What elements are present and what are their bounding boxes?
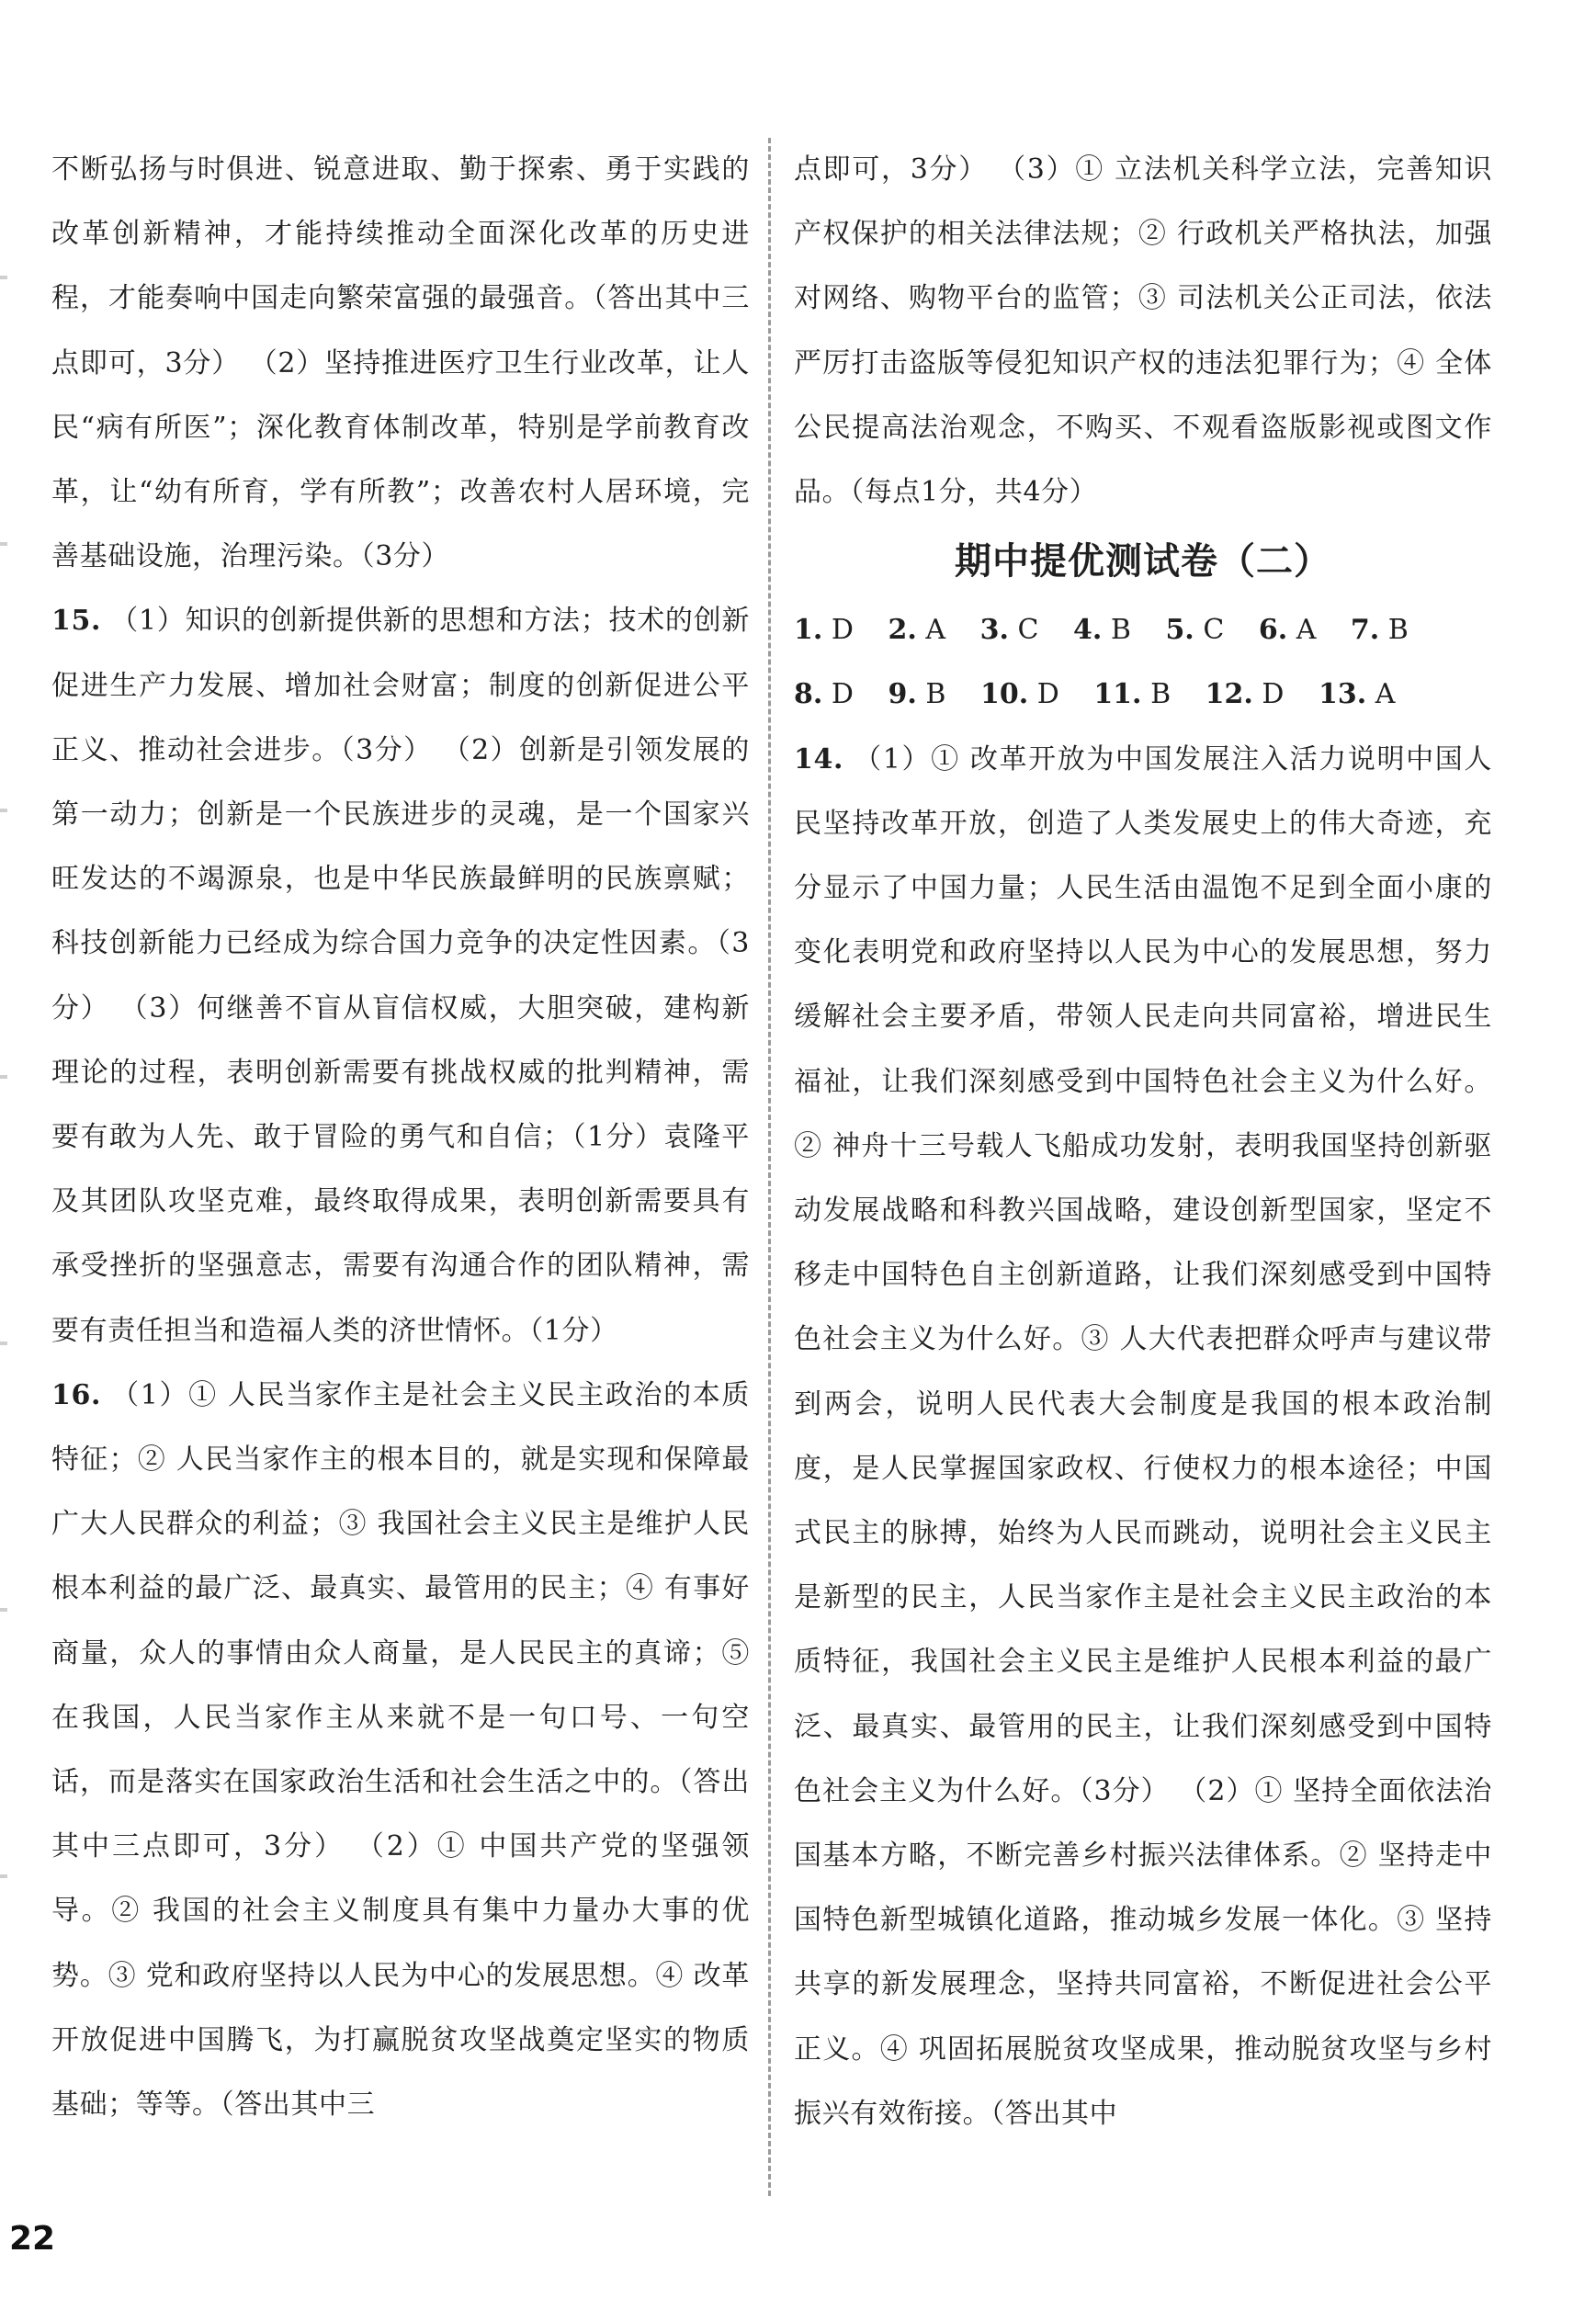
answer-key-row-1 — [794, 598, 1492, 662]
binding-edge-mark — [0, 809, 7, 812]
answer-item: 10. D — [979, 678, 1059, 711]
page-number: 22 — [0, 2218, 64, 2260]
answer-key-row-2 — [794, 662, 1492, 727]
binding-edge-mark — [0, 276, 7, 279]
answer-item: 8. D — [794, 678, 854, 711]
question-number: 15. — [51, 605, 101, 638]
binding-edge-mark — [0, 1874, 7, 1878]
answer-item: 4. B — [1072, 614, 1131, 647]
answer-item: 9. B — [888, 678, 946, 711]
paragraph-continuation — [794, 138, 1492, 525]
answer-item: 2. A — [888, 614, 946, 647]
answer-item: 7. B — [1350, 614, 1409, 647]
answer-item: 5. C — [1165, 614, 1225, 647]
answer-item: 3. C — [979, 614, 1039, 647]
answer-item: 13. A — [1319, 678, 1396, 711]
binding-edge-mark — [0, 1075, 7, 1079]
left-column — [51, 138, 750, 2137]
binding-edge-mark — [0, 1608, 7, 1612]
question-answer-text: （1）① 改革开放为中国发展注入活力说明中国人民坚持改革开放，创造了人类发展史上的伟大奇迹，充分显示了中国力量；人民生活由温饱不足到全面小康的变化表明党和政府坚持以人民为中心的发展思想，努力缓解社会主要矛盾，带领人民走向共同富裕，增进民生福祉，让我们深刻感受到中国特色社会主义为什么好。② 神舟十三号载人飞船成功发射，表明我国坚持创新驱动发展战略和科教兴国战略，建设创新型国家，坚定不移走中国特色自主创新道路，让我们深刻感受到中国特色社会主义为什么好。③ 人大代表把群众呼声与建议带到两会，说明人民代表大会制度是我国的根本政治制度，是人民掌握国家政权、行使权力的根本途径；中国式民主的脉搏，始终为人民而跳动，说明社会主义民主是新型的民主，人民当家作主是社会主义民主政治的本质特征，我国社会主义民主是维护人民根本利益的最广泛、最真实、最管用的民主，让我们深刻感受到中国特色社会主义为什么好。（3分） （2）① 坚持全面依法治国基本方略，不断完善乡村振兴法律体系。② 坚持走中国特色新型城镇化道路，推动城乡发展一体化。③ 坚持共享的新发展理念，坚持共同富裕，不断促进社会公平正义。④ 巩固拓展脱贫攻坚成果，推动脱贫攻坚与乡村振兴有效衔接。（答出其中 — [794, 742, 1492, 2130]
question-number: 16. — [51, 1378, 101, 1411]
paragraph-text: 点即可，3分） （3）① 立法机关科学立法，完善知识产权保护的相关法律法规；② 行政机关严格执法，加强对网络、购物平台的监管；③ 司法机关公正司法，依法严厉打击盗版等侵犯知识产权的违法犯罪行为；④ 全体公民提高法治观念，不购买、不观看盗版影视或图文作品。（每点1分，共4分） — [794, 153, 1492, 509]
question-15 — [51, 589, 750, 1363]
question-answer-text: （1）① 人民当家作主是社会主义民主政治的本质特征；② 人民当家作主的根本目的，就是实现和保障最广大人民群众的利益；③ 我国社会主义民主是维护人民根本利益的最广泛、最真实、最管用的民主；④ 有事好商量，众人的事情由众人商量，是人民民主的真谛；⑤ 在我国，人民当家作主从来就不是一句口号、一句空话，而是落实在国家政治生活和社会生活之中的。（答出其中三点即可，3分） （2）① 中国共产党的坚强领导。② 我国的社会主义制度具有集中力量办大事的优势。③ 党和政府坚持以人民为中心的发展思想。④ 改革开放促进中国腾飞，为打赢脱贫攻坚战奠定坚实的物质基础；等等。（答出其中三 — [51, 1378, 750, 2122]
answer-item: 11. B — [1093, 678, 1172, 711]
binding-edge-mark — [0, 1342, 7, 1345]
answer-item: 1. D — [794, 614, 854, 647]
binding-edge-mark — [0, 542, 7, 546]
question-16 — [51, 1364, 750, 2137]
section-title: 期中提优测试卷（二） — [955, 539, 1331, 583]
question-answer-text: （1）知识的创新提供新的思想和方法；技术的创新促进生产力发展、增加社会财富；制度的创新促进公平正义、推动社会进步。（3分） （2）创新是引领发展的第一动力；创新是一个民族进步的灵魂，是一个国家兴旺发达的不竭源泉，也是中华民族最鲜明的民族禀赋；科技创新能力已经成为综合国力竞争的决定性因素。（3分） （3）何继善不盲从盲信权威，大胆突破，建构新理论的过程，表明创新需要有挑战权威的批判精神，需要有敢为人先、敢于冒险的勇气和自信；（1分）袁隆平及其团队攻坚克难，最终取得成果，表明创新需要具有承受挫折的坚强意志，需要有沟通合作的团队精神，需要有责任担当和造福人类的济世情怀。（1分） — [51, 605, 750, 1347]
question-14 — [794, 728, 1492, 2146]
column-divider — [768, 138, 771, 2196]
paragraph-continuation — [51, 138, 750, 589]
answer-item: 6. A — [1258, 614, 1317, 647]
paragraph-text: 不断弘扬与时俱进、锐意进取、勤于探索、勇于实践的改革创新精神，才能持续推动全面深化改革的历史进程，才能奏响中国走向繁荣富强的最强音。（答出其中三点即可，3分） （2）坚持推进医疗卫生行业改革，让人民“病有所医”；深化教育体制改革，特别是学前教育改革，让“幼有所育，学有所教”；改善农村人居环境，完善基础设施，治理污染。（3分） — [51, 153, 750, 573]
right-column — [794, 138, 1492, 2146]
question-number: 14. — [794, 742, 843, 776]
answer-item: 12. D — [1205, 678, 1285, 711]
